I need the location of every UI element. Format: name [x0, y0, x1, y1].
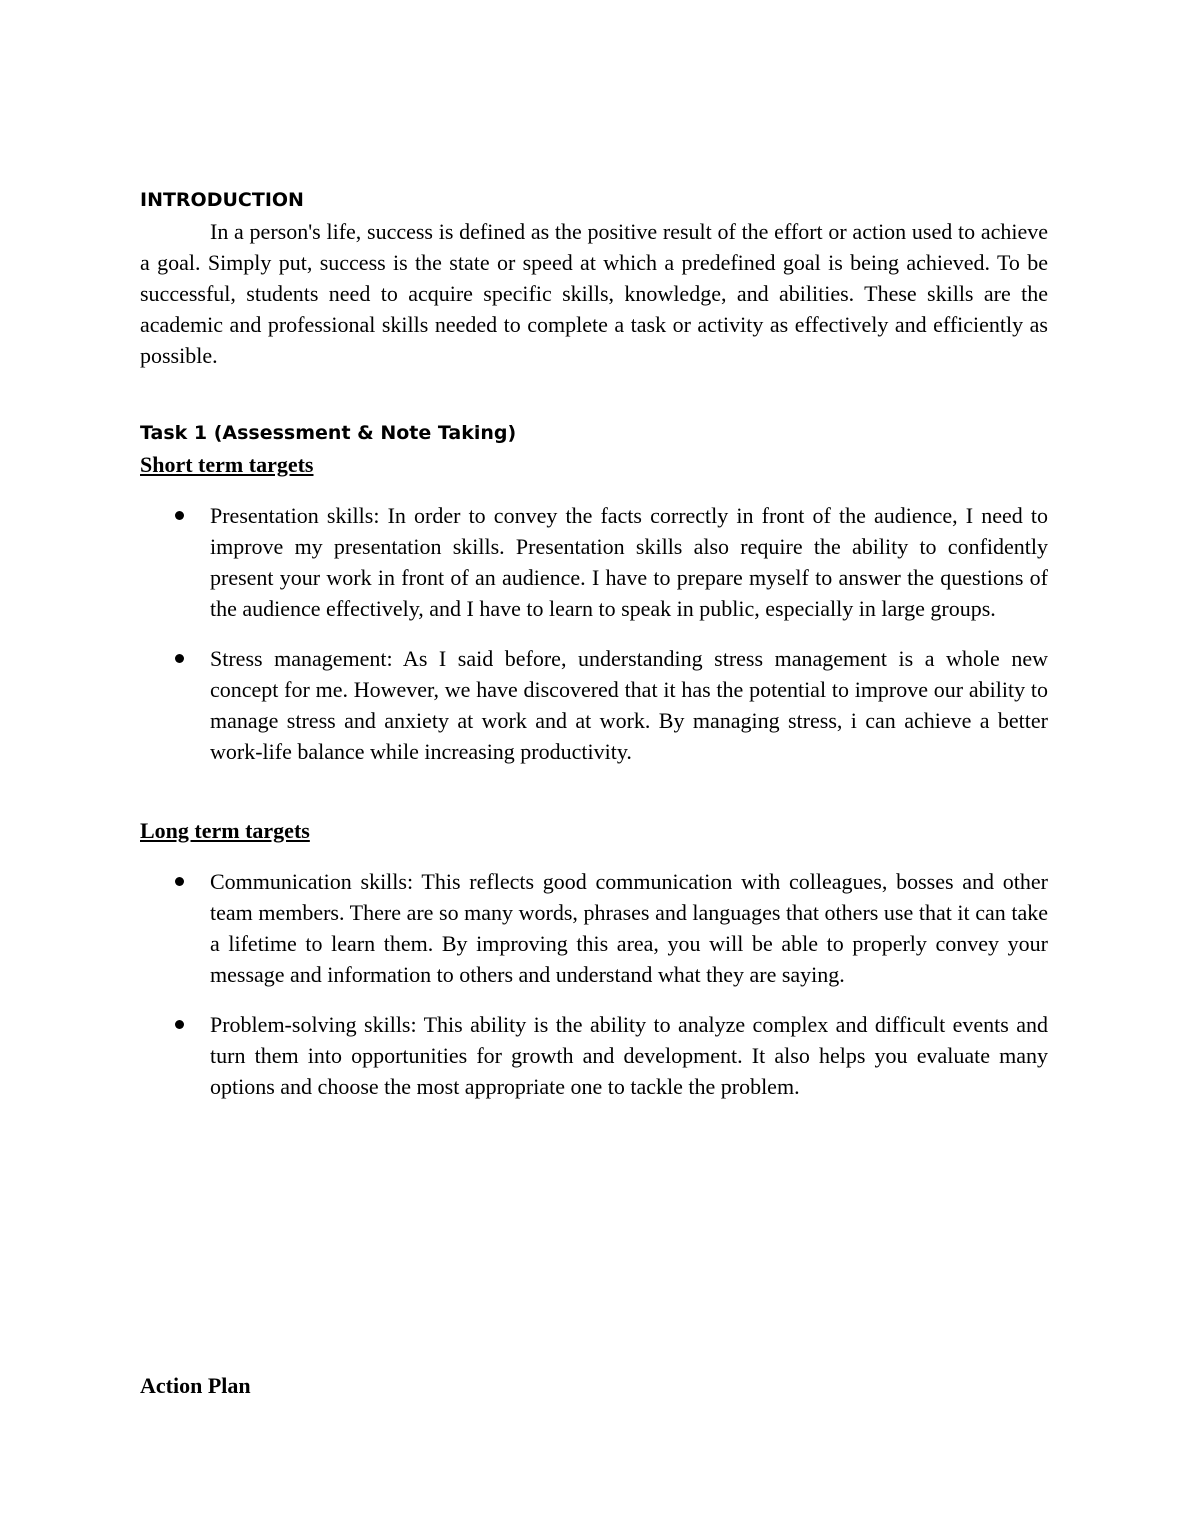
task1-heading: Task 1 (Assessment & Note Taking): [140, 422, 517, 444]
list-item-text: Problem-solving skills: This ability is the ability to analyze complex and difficult events and turn them into opportunities for growth and development. It also helps you evaluate many options and choose the most appropriate one to tackle the problem.: [210, 1012, 1048, 1099]
bullet-icon: [175, 511, 184, 520]
action-plan-heading: Action Plan: [140, 1373, 251, 1398]
list-item: [140, 643, 1048, 767]
introduction-paragraph: In a person's life, success is defined as the positive result of the effort or action used to achieve a goal. Simply put, success is the state or speed at which a predefined goal is being achieved. To be successful, students need to acquire specific skills, knowledge, and abilities. These skills are the academic and professional skills needed to complete a task or activity as effectively and efficiently as possible.: [140, 219, 1048, 368]
list-item-text: Stress management: As I said before, understanding stress management is a whole new concept for me. However, we have discovered that it has the potential to improve our ability to manage stress and anxiety at work and at work. By managing stress, i can achieve a better work-life balance while increasing productivity.: [210, 646, 1048, 764]
long-term-targets-list: [140, 866, 1048, 1102]
short-term-targets-list: [140, 500, 1048, 767]
short-term-targets-heading: Short term targets: [140, 452, 314, 477]
list-item: [140, 866, 1048, 990]
bullet-icon: [175, 1020, 184, 1029]
bullet-icon: [175, 877, 184, 886]
introduction-heading: INTRODUCTION: [140, 189, 304, 211]
list-item-text: Presentation skills: In order to convey the facts correctly in front of the audience, I need to improve my presentation skills. Presentation skills also require the ability to confidently present your work in front of an audience. I have to prepare myself to answer the questions of the audience effectively, and I have to learn to speak in public, especially in large groups.: [210, 503, 1048, 621]
list-item: [140, 1009, 1048, 1102]
bullet-icon: [175, 654, 184, 663]
long-term-targets-heading: Long term targets: [140, 818, 310, 843]
list-item-text: Communication skills: This reflects good communication with colleagues, bosses and other team members. There are so many words, phrases and languages that others use that it can take a lifetime to learn them. By improving this area, you will be able to properly convey your message and information to others and understand what they are saying.: [210, 869, 1048, 987]
list-item: [140, 500, 1048, 624]
